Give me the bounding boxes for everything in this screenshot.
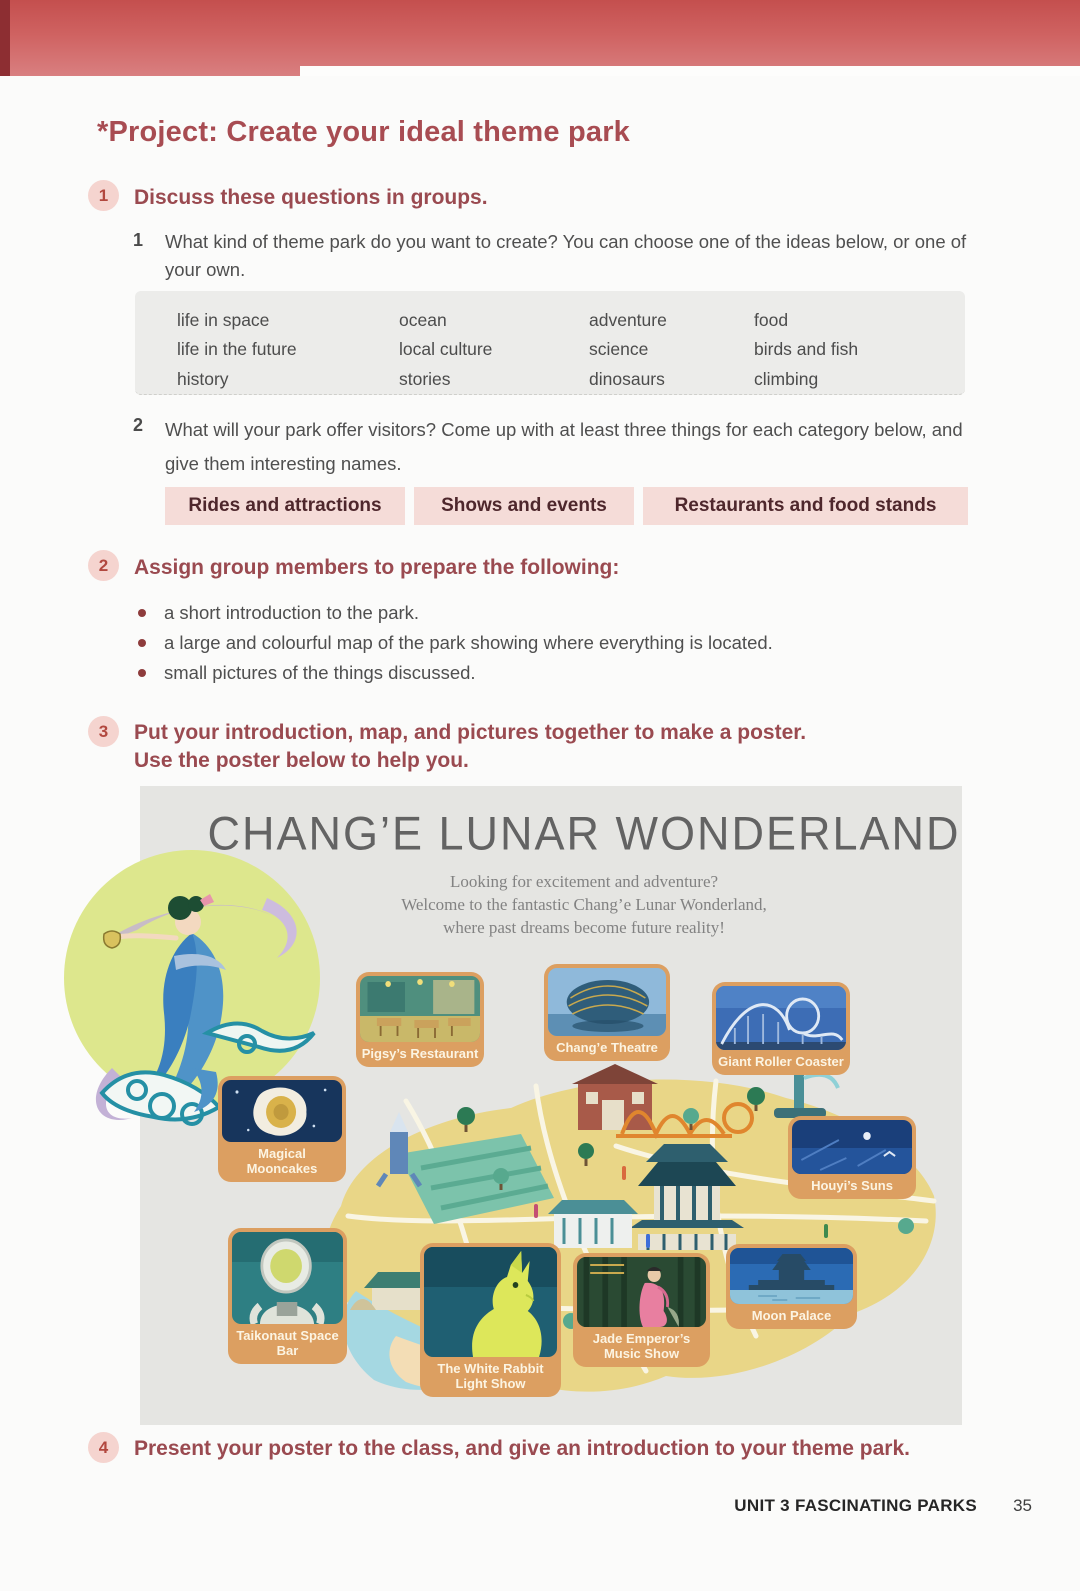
bullet-item: [138, 600, 419, 626]
attraction-card-jade-emperors-music-show: [573, 1253, 710, 1367]
question1-text: What kind of theme park do you want to create? You can choose one of the ideas below, or one of your own.: [165, 231, 967, 280]
attraction-card-taikonaut-space-bar: [228, 1228, 347, 1364]
idea-history: history: [177, 368, 229, 389]
rabbit-icon: [424, 1247, 557, 1357]
attraction-label: Magical Mooncakes: [246, 1146, 318, 1176]
white-rabbit-light-show-photo: [424, 1247, 557, 1357]
section1-heading: Discuss these questions in groups.: [134, 186, 488, 209]
bullet-text: a short introduction to the park.: [164, 602, 420, 623]
attraction-card-white-rabbit-light-show: [420, 1243, 561, 1397]
idea-stories: stories: [399, 368, 451, 389]
idea-local-culture: local culture: [399, 339, 493, 360]
idea-birds-and-fish: birds and fish: [754, 339, 859, 360]
attraction-label: Taikonaut Space Bar: [236, 1328, 339, 1358]
bullet-dot-icon: [138, 609, 146, 617]
category-restaurants-and-food-stands: Restaurants and food stands: [643, 487, 968, 525]
mooncake-icon: [222, 1080, 342, 1142]
theatre-building-icon: [548, 968, 666, 1036]
attraction-label: Moon Palace: [751, 1308, 832, 1323]
restaurant-interior-icon: [360, 976, 480, 1042]
attraction-card-magical-mooncakes: [218, 1076, 346, 1182]
idea-climbing: climbing: [754, 368, 819, 389]
category-header-row: [165, 487, 968, 525]
section1-number-badge: 1: [88, 180, 119, 211]
idea-life-in-space: life in space: [177, 310, 270, 330]
bullet-item: [138, 660, 476, 686]
idea-adventure: adventure: [589, 310, 667, 330]
bullet-text: small pictures of the things discussed.: [164, 662, 476, 683]
footer-unit-label: UNIT 3 FASCINATING PARKS: [734, 1496, 977, 1515]
attraction-label: The White Rabbit Light Show: [437, 1361, 544, 1391]
roller-coaster-icon: [716, 986, 846, 1050]
section4-heading: Present your poster to the class, and give an introduction to your theme park.: [134, 1437, 910, 1460]
question2-text: What will your park offer visitors? Come up with at least three things for each category below, and give them interesting names.: [165, 419, 963, 474]
magical-mooncakes-photo: [222, 1080, 342, 1142]
idea-food: food: [754, 310, 789, 330]
section3-number-badge: 3: [88, 716, 119, 747]
giant-roller-coaster-photo: [716, 986, 846, 1050]
attraction-card-giant-roller-coaster: [712, 982, 850, 1075]
bullet-dot-icon: [138, 639, 146, 647]
houyis-suns-photo: [792, 1120, 912, 1174]
page-title: *Project: Create your ideal theme park: [97, 116, 631, 148]
idea-science: science: [589, 339, 649, 360]
jade-emperors-music-show-photo: [577, 1257, 706, 1327]
footer-page-number: 35: [1013, 1496, 1032, 1515]
attraction-label: Chang’e Theatre: [556, 1040, 658, 1055]
attraction-label: Giant Roller Coaster: [718, 1054, 844, 1069]
bullet-dot-icon: [138, 669, 146, 677]
taikonaut-space-bar-photo: [232, 1232, 343, 1324]
section2-number-badge: 2: [88, 550, 119, 581]
section4-number-badge: 4: [88, 1432, 119, 1463]
theme-park-poster: [140, 786, 962, 1425]
astronaut-icon: [232, 1232, 343, 1324]
section3-heading-line1: Put your introduction, map, and pictures together to make a poster.: [134, 721, 807, 744]
idea-dinosaurs: dinosaurs: [589, 368, 665, 389]
question2-number: 2: [133, 415, 144, 435]
tagline-line3: where past dreams become future reality!: [443, 918, 725, 937]
tagline-line2: Welcome to the fantastic Chang’e Lunar Wonderland,: [401, 895, 767, 914]
attraction-label: Pigsy’s Restaurant: [361, 1046, 479, 1061]
question1-number: 1: [133, 230, 144, 250]
section2-heading: Assign group members to prepare the following:: [134, 556, 620, 579]
stage-performer-icon: [577, 1257, 706, 1327]
attraction-card-change-theatre: [544, 964, 670, 1061]
idea-life-in-the-future: life in the future: [177, 339, 297, 360]
moon-palace-photo: [730, 1248, 853, 1304]
palace-silhouette-icon: [730, 1248, 853, 1304]
attraction-card-moon-palace: [726, 1244, 857, 1329]
theme-ideas-box: [135, 291, 965, 395]
tagline-line1: Looking for excitement and adventure?: [449, 872, 719, 891]
category-shows-and-events: Shows and events: [414, 487, 634, 525]
night-sky-icon: [792, 1120, 912, 1174]
bullet-item: [138, 630, 773, 656]
section3-heading-line2: Use the poster below to help you.: [134, 749, 469, 772]
category-rides-and-attractions: Rides and attractions: [165, 487, 405, 525]
idea-ocean: ocean: [399, 310, 447, 330]
poster-park-title: CHANG’E LUNAR WONDERLAND: [207, 806, 961, 861]
change-theatre-photo: [548, 968, 666, 1036]
attraction-label: Jade Emperor’s Music Show: [592, 1331, 691, 1361]
pigsys-restaurant-photo: [360, 976, 480, 1042]
attraction-card-houyis-suns: [788, 1116, 916, 1199]
attraction-card-pigsys-restaurant: [356, 972, 484, 1067]
attraction-label: Houyi’s Suns: [811, 1178, 893, 1193]
bullet-text: a large and colourful map of the park showing where everything is located.: [164, 632, 773, 653]
page-top-red-band: [0, 0, 1080, 76]
